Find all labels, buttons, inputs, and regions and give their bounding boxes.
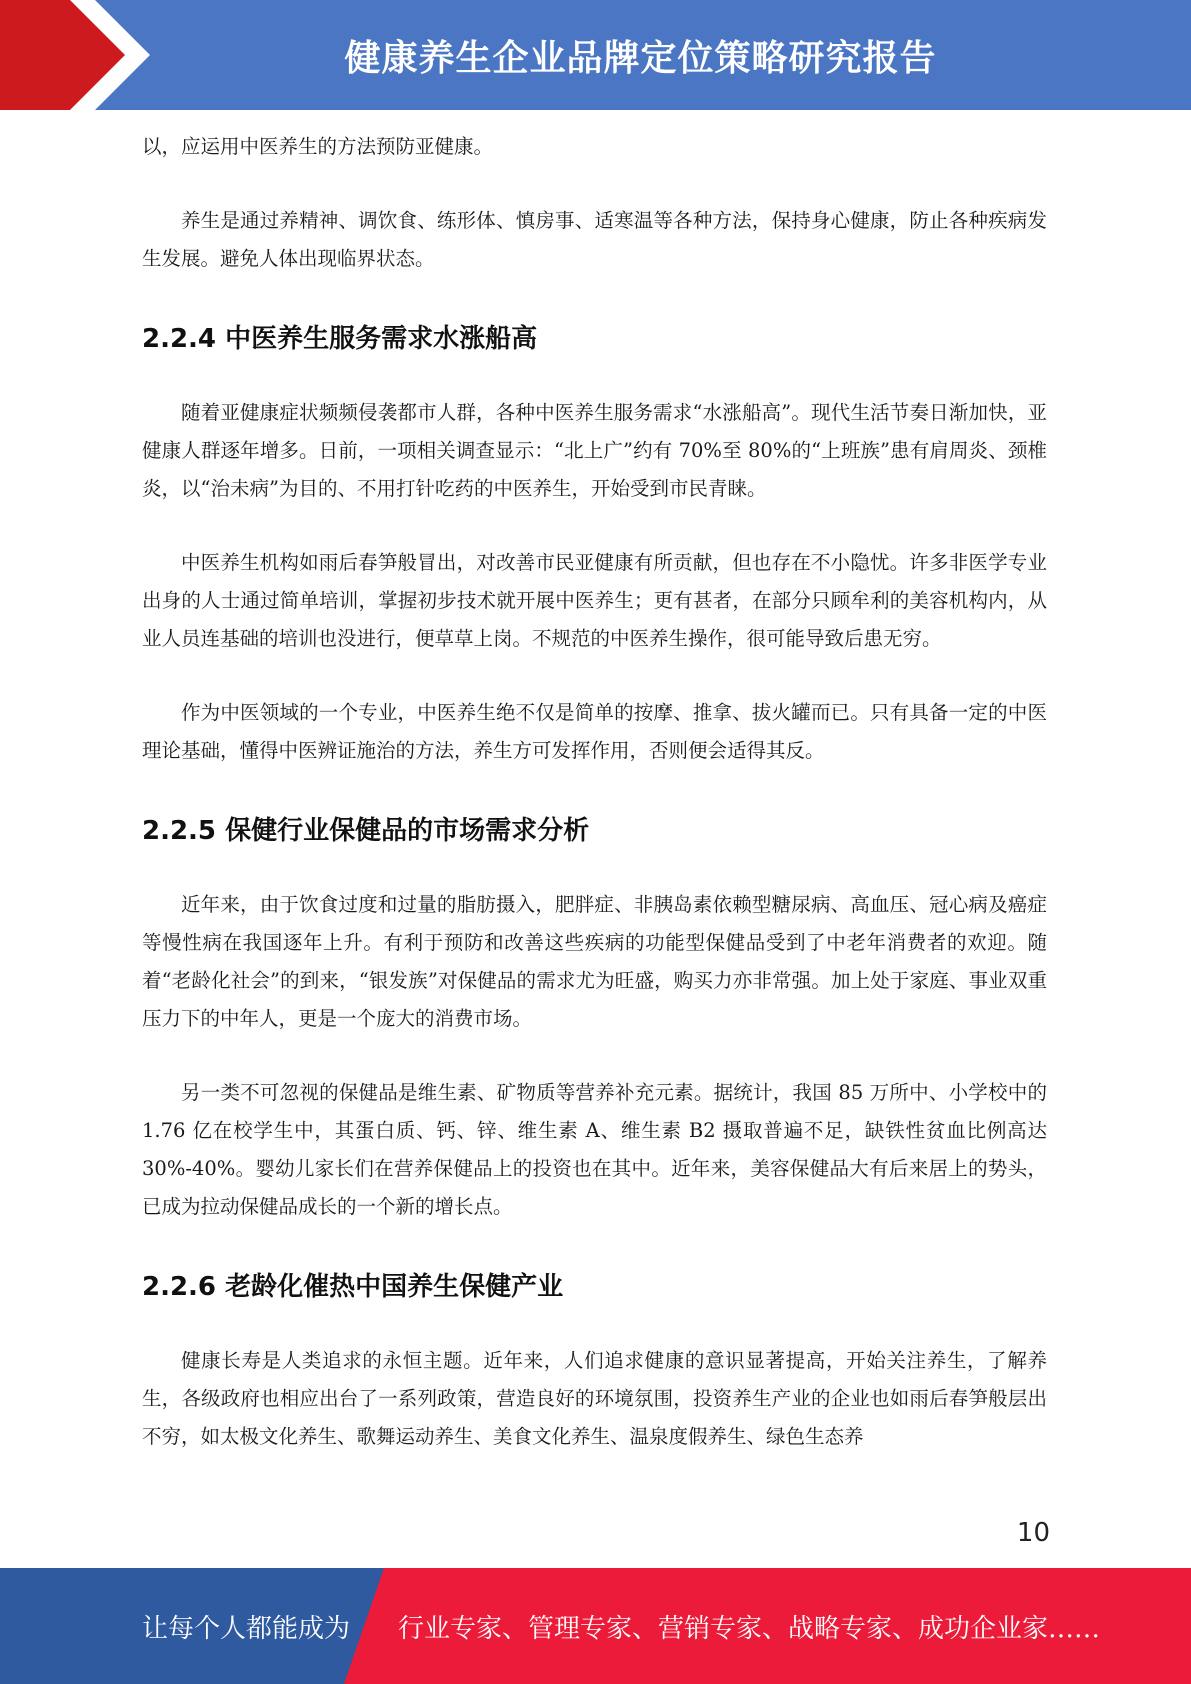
paragraph: 另一类不可忽视的保健品是维生素、矿物质等营养补充元素。据统计，我国 85 万所中、小学校中的 1.76 亿在校学生中，其蛋白质、钙、锌、维生素 A、维生素 B2 摄取普遍不足，缺铁性贫血比例高达 30%-40%。婴幼儿家长们在营养保健品上的投资也在其中。近年来，美容保健品大有后来居上的势头，已成为拉动保健品成长的一个新的增长点。 <box>142 1081 1047 1218</box>
document-body <box>142 128 1047 1456</box>
footer-slogan-left: 让每个人都能成为 <box>142 1613 351 1644</box>
paragraph: 养生是通过养精神、调饮食、练形体、慎房事、适寒温等各种方法，保持身心健康，防止各种疾病发生发展。避免人体出现临界状态。 <box>142 209 1047 270</box>
page-footer <box>0 1568 1191 1684</box>
paragraph: 近年来，由于饮食过度和过量的脂肪摄入，肥胖症、非胰岛素依赖型糖尿病、高血压、冠心病及癌症等慢性病在我国逐年上升。有利于预防和改善这些疾病的功能型保健品受到了中老年消费者的欢迎。随着“老龄化社会”的到来，“银发族”对保健品的需求尤为旺盛，购买力亦非常强。加上处于家庭、事业双重压力下的中年人，更是一个庞大的消费市场。 <box>142 893 1047 1030</box>
page-number: 10 <box>1016 1518 1050 1548</box>
paragraph: 健康长寿是人类追求的永恒主题。近年来，人们追求健康的意识显著提高，开始关注养生，了解养生，各级政府也相应出台了一系列政策，营造良好的环境氛围，投资养生产业的企业也如雨后春笋般层出不穷，如太极文化养生、歌舞运动养生、美食文化养生、温泉度假养生、绿色生态养 <box>142 1349 1047 1448</box>
footer-slogan-right: 行业专家、管理专家、营销专家、战略专家、成功企业家…… <box>398 1613 1101 1644</box>
section-heading-2-2-6: 2.2.6 老龄化催热中国养生保健产业 <box>142 1271 564 1302</box>
paragraph: 中医养生机构如雨后春笋般冒出，对改善市民亚健康有所贡献，但也存在不小隐忧。许多非医学专业出身的人士通过简单培训，掌握初步技术就开展中医养生；更有甚者，在部分只顾牟利的美容机构内，从业人员连基础的培训也没进行，便草草上岗。不规范的中医养生操作，很可能导致后患无穷。 <box>142 551 1047 650</box>
section-heading-2-2-4: 2.2.4 中医养生服务需求水涨船高 <box>142 323 538 354</box>
page-header <box>0 0 1191 110</box>
paragraph: 作为中医领域的一个专业，中医养生绝不仅是简单的按摩、推拿、拔火罐而已。只有具备一定的中医理论基础，懂得中医辨证施治的方法，养生方可发挥作用，否则便会适得其反。 <box>142 701 1047 762</box>
section-heading-2-2-5: 2.2.5 保健行业保健品的市场需求分析 <box>142 815 590 846</box>
paragraph: 随着亚健康症状频频侵袭都市人群，各种中医养生服务需求“水涨船高”。现代生活节奏日渐加快，亚健康人群逐年增多。日前，一项相关调查显示：“北上广”约有 70%至 80%的“上班族”患有肩周炎、颈椎炎，以“治未病”为目的、不用打针吃药的中医养生，开始受到市民青睐。 <box>142 401 1047 500</box>
report-title: 健康养生企业品牌定位策略研究报告 <box>344 37 937 79</box>
paragraph: 以，应运用中医养生的方法预防亚健康。 <box>142 135 494 158</box>
